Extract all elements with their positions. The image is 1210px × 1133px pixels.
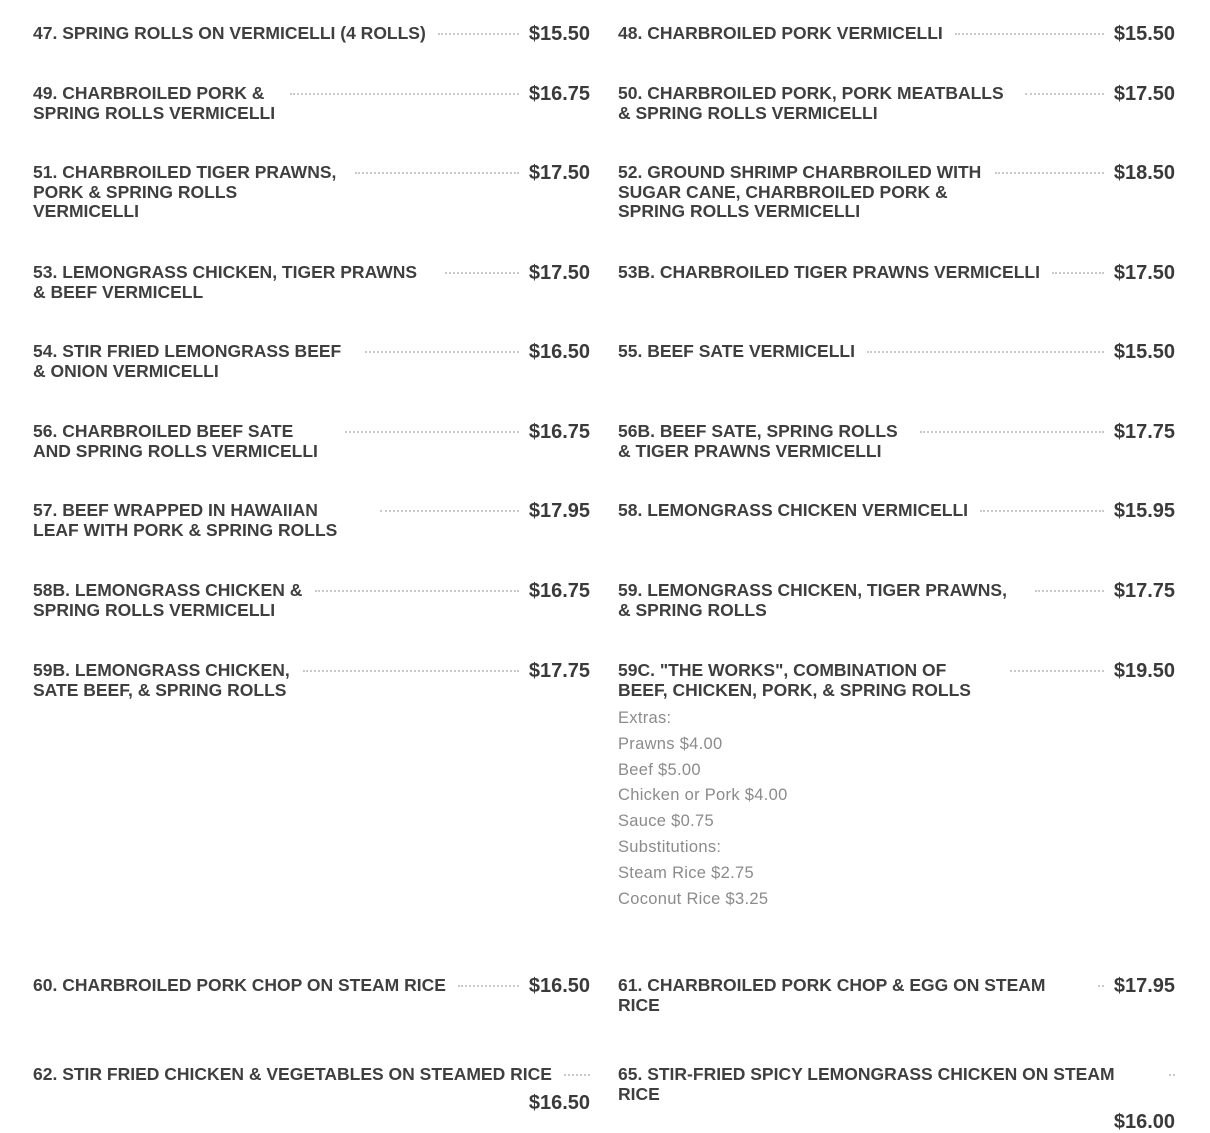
leader-dots bbox=[995, 172, 1104, 174]
leader-dots bbox=[1169, 1074, 1175, 1076]
extras-line: Sauce $0.75 bbox=[618, 812, 714, 831]
leader-dots bbox=[1052, 272, 1104, 274]
substitutions-heading: Substitutions: bbox=[618, 837, 722, 856]
menu-item-price: $15.95 bbox=[1113, 500, 1175, 522]
menu-item bbox=[618, 24, 1175, 44]
leader-dots bbox=[355, 172, 519, 174]
leader-dots bbox=[1098, 985, 1104, 987]
leader-dots bbox=[1010, 670, 1104, 672]
menu-item-name: 51. CHARBROILED TIGER PRAWNS, PORK & SPRING ROLLS VERMICELLI bbox=[33, 162, 337, 221]
menu-item-price: $15.50 bbox=[528, 23, 590, 45]
menu-item-price: $17.50 bbox=[528, 262, 590, 284]
leader-dots bbox=[303, 670, 519, 672]
menu-item-price: $17.95 bbox=[528, 500, 590, 522]
menu-item-price: $16.75 bbox=[528, 83, 590, 105]
menu-item bbox=[618, 1065, 1175, 1132]
menu-item-name: 59C. "THE WORKS", COMBINATION OF BEEF, CHICKEN, PORK, & SPRING ROLLS bbox=[618, 660, 971, 700]
menu-item bbox=[618, 501, 1175, 521]
menu-item-price: $15.50 bbox=[1113, 341, 1175, 363]
menu-item-name: 52. GROUND SHRIMP CHARBROILED WITH SUGAR CANE, CHARBROILED PORK & SPRING ROLLS VERMICELLI bbox=[618, 162, 982, 221]
extras-line: Coconut Rice $3.25 bbox=[618, 889, 769, 908]
leader-dots bbox=[920, 431, 1104, 433]
menu-item-name: 54. STIR FRIED LEMONGRASS BEEF & ONION VERMICELLI bbox=[33, 341, 342, 381]
menu-item bbox=[618, 163, 1175, 222]
menu-item-price: $17.50 bbox=[1113, 262, 1175, 284]
menu-item bbox=[33, 976, 590, 996]
menu-item bbox=[618, 976, 1175, 1015]
menu-item-price: $17.75 bbox=[528, 660, 590, 682]
menu-item-price: $17.50 bbox=[528, 162, 590, 184]
menu-item bbox=[33, 1065, 590, 1113]
leader-dots bbox=[458, 985, 519, 987]
menu-item bbox=[618, 581, 1175, 620]
extras-line: Beef $5.00 bbox=[618, 760, 701, 779]
menu-item bbox=[618, 263, 1175, 283]
menu-item-name: 55. BEEF SATE VERMICELLI bbox=[618, 341, 855, 361]
menu-item-name: 60. CHARBROILED PORK CHOP ON STEAM RICE bbox=[33, 975, 446, 995]
menu-item-name: 58. LEMONGRASS CHICKEN VERMICELLI bbox=[618, 500, 969, 520]
menu-item-price: $16.00 bbox=[1113, 1111, 1175, 1133]
menu-item bbox=[33, 661, 590, 700]
menu-item bbox=[33, 422, 590, 461]
menu-item bbox=[618, 661, 1175, 700]
menu-item-price: $18.50 bbox=[1113, 162, 1175, 184]
menu-item-price: $17.50 bbox=[1113, 83, 1175, 105]
menu-item-name: 47. SPRING ROLLS ON VERMICELLI (4 ROLLS) bbox=[33, 23, 426, 43]
leader-dots bbox=[564, 1074, 590, 1076]
extras-heading: Extras: bbox=[618, 709, 672, 727]
menu-item-name: 56B. BEEF SATE, SPRING ROLLS & TIGER PRAWNS VERMICELLI bbox=[618, 421, 898, 461]
menu-item-name: 65. STIR-FRIED SPICY LEMONGRASS CHICKEN ON STEAM RICE bbox=[618, 1064, 1115, 1104]
menu-item-price: $16.50 bbox=[528, 1091, 590, 1114]
leader-dots bbox=[438, 33, 519, 35]
menu-item bbox=[618, 342, 1175, 362]
menu-item-name: 59B. LEMONGRASS CHICKEN, SATE BEEF, & SPRING ROLLS bbox=[33, 660, 290, 700]
menu-item-price: $17.75 bbox=[1113, 580, 1175, 602]
leader-dots bbox=[1025, 93, 1104, 95]
leader-dots bbox=[867, 351, 1104, 353]
extras-line: Steam Rice $2.75 bbox=[618, 863, 754, 882]
menu-item-price: $16.50 bbox=[528, 975, 590, 997]
leader-dots bbox=[380, 510, 519, 512]
menu-item-price: $16.75 bbox=[528, 580, 590, 602]
menu-item-name: 49. CHARBROILED PORK & SPRING ROLLS VERMICELLI bbox=[33, 83, 276, 123]
leader-dots bbox=[445, 272, 519, 274]
menu-item-price: $15.50 bbox=[1113, 23, 1175, 45]
menu-item-price: $16.50 bbox=[528, 341, 590, 363]
menu-item-name: 58B. LEMONGRASS CHICKEN & SPRING ROLLS VERMICELLI bbox=[33, 580, 303, 620]
leader-dots bbox=[345, 431, 519, 433]
menu-item-price: $19.50 bbox=[1113, 660, 1175, 682]
menu-item bbox=[33, 24, 590, 44]
extras-line: Chicken or Pork $4.00 bbox=[618, 786, 788, 805]
menu-item bbox=[33, 342, 590, 381]
leader-dots bbox=[980, 510, 1104, 512]
extras-line: Prawns $4.00 bbox=[618, 734, 723, 753]
menu-item bbox=[618, 422, 1175, 461]
menu-item-name: 56. CHARBROILED BEEF SATE AND SPRING ROLLS VERMICELLI bbox=[33, 421, 318, 461]
menu-item bbox=[33, 501, 590, 540]
menu-item-name: 53B. CHARBROILED TIGER PRAWNS VERMICELLI bbox=[618, 262, 1040, 282]
leader-dots bbox=[315, 590, 519, 592]
menu-item-name: 57. BEEF WRAPPED IN HAWAIIAN LEAF WITH PORK & SPRING ROLLS bbox=[33, 500, 338, 540]
extras-list bbox=[618, 706, 788, 912]
menu-item bbox=[33, 581, 590, 620]
menu-item-price: $16.75 bbox=[528, 421, 590, 443]
leader-dots bbox=[955, 33, 1104, 35]
menu-item-name: 62. STIR FRIED CHICKEN & VEGETABLES ON STEAMED RICE bbox=[33, 1064, 552, 1084]
menu-item-name: 50. CHARBROILED PORK, PORK MEATBALLS & SPRING ROLLS VERMICELLI bbox=[618, 83, 1004, 123]
menu-item-name: 48. CHARBROILED PORK VERMICELLI bbox=[618, 23, 943, 43]
leader-dots bbox=[290, 93, 519, 95]
menu-item-price: $17.75 bbox=[1113, 421, 1175, 443]
menu-item bbox=[33, 263, 590, 302]
leader-dots bbox=[365, 351, 519, 353]
menu-item-price: $17.95 bbox=[1113, 975, 1175, 997]
menu-item bbox=[618, 84, 1175, 123]
menu-item-name: 53. LEMONGRASS CHICKEN, TIGER PRAWNS & BEEF VERMICELL bbox=[33, 262, 418, 302]
menu-item bbox=[33, 84, 590, 123]
leader-dots bbox=[1035, 590, 1104, 592]
menu-item-name: 61. CHARBROILED PORK CHOP & EGG ON STEAM RICE bbox=[618, 975, 1046, 1015]
menu-item-name: 59. LEMONGRASS CHICKEN, TIGER PRAWNS, & SPRING ROLLS bbox=[618, 580, 1007, 620]
menu-item bbox=[33, 163, 590, 222]
